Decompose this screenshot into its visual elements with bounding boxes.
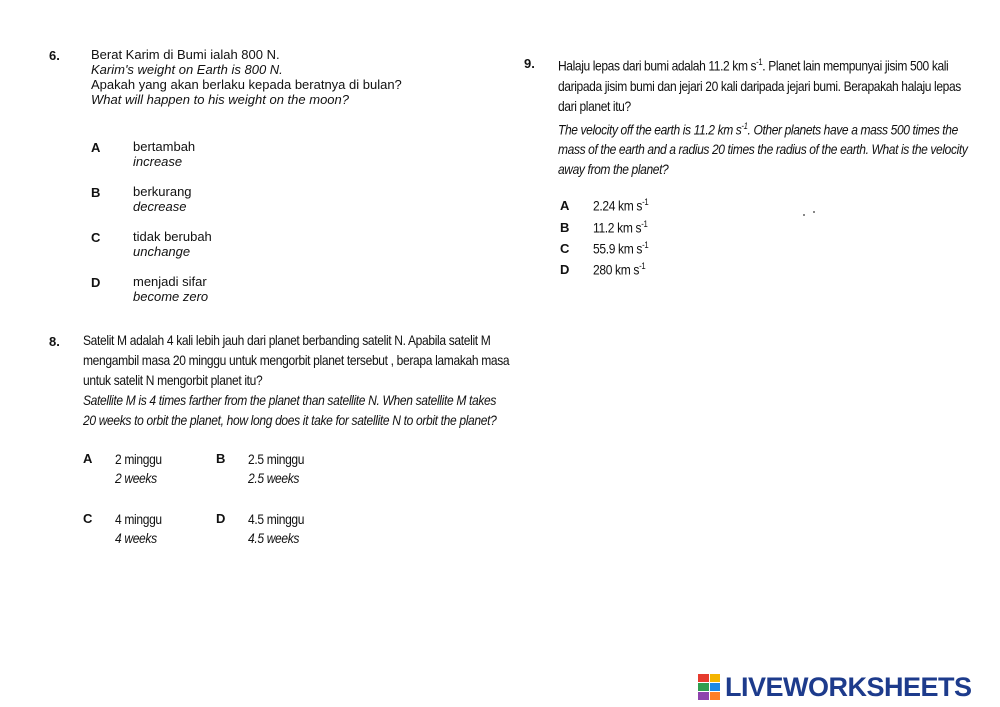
question-9-number: 9. bbox=[524, 56, 535, 71]
option-text-en: 2 weeks bbox=[115, 470, 157, 486]
option-text-ms: 2.5 minggu bbox=[248, 451, 305, 467]
option-unit-sup: -1 bbox=[639, 261, 646, 271]
logo-block bbox=[710, 692, 721, 700]
q9-line1-rest: . Planet lain mempunyai jisim 500 kali bbox=[762, 57, 949, 74]
option-text-en: 4 weeks bbox=[115, 530, 157, 546]
question-8-line-en: Satellite M is 4 times farther from the planet than satellite N. When satellite M takes bbox=[83, 392, 497, 408]
question-8-option-d-text[interactable] bbox=[248, 510, 313, 548]
option-text-en: increase bbox=[133, 154, 183, 169]
scan-speck bbox=[803, 214, 805, 216]
liveworksheets-logo-text: LIVEWORKSHEETS bbox=[725, 671, 972, 702]
logo-block bbox=[698, 692, 709, 700]
option-letter: C bbox=[83, 511, 93, 526]
option-unit-sup: -1 bbox=[641, 219, 648, 229]
question-9-line-ms bbox=[558, 52, 967, 76]
question-6-option-d[interactable] bbox=[91, 274, 100, 292]
question-8-line-ms: untuk satelit N mengorbit planet itu? bbox=[83, 372, 263, 388]
question-9-option-b-text[interactable] bbox=[593, 219, 647, 236]
option-text-en: unchange bbox=[133, 244, 191, 259]
option-letter: D bbox=[91, 275, 101, 290]
option-text-en: 4.5 weeks bbox=[248, 530, 300, 546]
logo-block bbox=[698, 674, 709, 682]
option-text-ms: berkurang bbox=[133, 184, 192, 199]
option-text-ms: 4.5 minggu bbox=[248, 511, 305, 527]
question-9-line-en bbox=[558, 116, 967, 140]
question-8-option-a-text[interactable] bbox=[115, 450, 169, 488]
logo-block bbox=[710, 674, 721, 682]
question-8-option-c-text[interactable] bbox=[115, 510, 169, 548]
question-6-option-c-text[interactable] bbox=[133, 229, 212, 259]
question-6-option-c[interactable] bbox=[91, 229, 100, 247]
question-9-stem bbox=[558, 52, 1000, 179]
option-text-en: 2.5 weeks bbox=[248, 470, 300, 486]
question-9-option-c[interactable] bbox=[560, 240, 569, 258]
option-letter: B bbox=[216, 451, 226, 466]
option-letter: B bbox=[560, 220, 570, 235]
option-value: 280 km s bbox=[593, 261, 640, 278]
option-value: 11.2 km s bbox=[593, 219, 642, 236]
question-8-number: 8. bbox=[49, 334, 60, 349]
question-6-line-en: Karim's weight on Earth is 800 N. bbox=[91, 62, 283, 77]
option-text-ms: menjadi sifar bbox=[133, 274, 207, 289]
option-text-en: decrease bbox=[133, 199, 187, 214]
option-text-ms: 2 minggu bbox=[115, 451, 162, 467]
question-8-line-ms: Satelit M adalah 4 kali lebih jauh dari planet berbanding satelit N. Apabila satelit M bbox=[83, 332, 491, 348]
question-9-line-en: mass of the earth and a radius 20 times the radius of the earth. What is the velocity bbox=[558, 141, 968, 158]
question-6-line-en: What will happen to his weight on the moon? bbox=[91, 92, 349, 107]
option-letter: C bbox=[91, 230, 101, 245]
question-6-stem bbox=[91, 47, 402, 107]
option-letter: C bbox=[560, 241, 570, 256]
question-6-line-ms: Berat Karim di Bumi ialah 800 N. bbox=[91, 47, 280, 62]
question-8-option-d[interactable] bbox=[216, 510, 225, 528]
option-letter: A bbox=[83, 451, 93, 466]
option-value: 2.24 km s bbox=[593, 197, 643, 214]
option-text-ms: tidak berubah bbox=[133, 229, 212, 244]
question-9-option-a[interactable] bbox=[560, 197, 569, 215]
question-8-option-b-text[interactable] bbox=[248, 450, 313, 488]
option-letter: D bbox=[560, 262, 570, 277]
liveworksheets-logo-icon bbox=[698, 674, 720, 700]
question-9-option-c-text[interactable] bbox=[593, 240, 648, 257]
question-8-line-en: 20 weeks to orbit the planet, how long does it take for satellite N to orbit the planet? bbox=[83, 412, 497, 428]
question-9-line-ms: daripada jisim bumi dan jejari 20 kali daripada jejari bumi. Berapakah halaju lepas bbox=[558, 77, 961, 94]
option-value: 55.9 km s bbox=[593, 240, 643, 257]
scan-speck bbox=[813, 211, 815, 213]
question-9-option-d[interactable] bbox=[560, 261, 569, 279]
q9-line4-sup: -1 bbox=[741, 120, 748, 131]
logo-block bbox=[710, 683, 721, 691]
liveworksheets-logo[interactable] bbox=[698, 670, 972, 704]
question-8-option-b[interactable] bbox=[216, 450, 225, 468]
question-9-option-d-text[interactable] bbox=[593, 261, 645, 278]
q9-line1-text: Halaju lepas dari bumi adalah 11.2 km s bbox=[558, 57, 757, 74]
question-9-option-a-text[interactable] bbox=[593, 197, 648, 214]
question-9-line-ms: dari planet itu? bbox=[558, 97, 631, 114]
option-text-ms: bertambah bbox=[133, 139, 196, 154]
question-6-option-a-text[interactable] bbox=[133, 139, 195, 169]
option-letter: D bbox=[216, 511, 226, 526]
question-8-option-c[interactable] bbox=[83, 510, 92, 528]
option-text-ms: 4 minggu bbox=[115, 511, 162, 527]
question-6-number: 6. bbox=[49, 48, 60, 63]
option-text-en: become zero bbox=[133, 289, 209, 304]
question-6-option-b-text[interactable] bbox=[133, 184, 192, 214]
question-6-line-ms: Apakah yang akan berlaku kepada beratnya di bulan? bbox=[91, 77, 402, 92]
logo-block bbox=[698, 683, 709, 691]
question-9-line-en: away from the planet? bbox=[558, 161, 669, 178]
option-letter: B bbox=[91, 185, 101, 200]
question-8-line-ms: mengambil masa 20 minggu untuk mengorbit planet tersebut , berapa lamakah masa bbox=[83, 352, 510, 368]
question-6-option-a[interactable] bbox=[91, 139, 100, 157]
option-letter: A bbox=[91, 140, 101, 155]
q9-line1-sup: -1 bbox=[756, 57, 763, 67]
question-8-stem bbox=[83, 330, 579, 430]
question-6-option-b[interactable] bbox=[91, 184, 100, 202]
question-9-option-b[interactable] bbox=[560, 219, 569, 237]
q9-line4-rest: . Other planets have a mass 500 times the bbox=[747, 121, 958, 138]
question-8-option-a[interactable] bbox=[83, 450, 92, 468]
question-6-option-d-text[interactable] bbox=[133, 274, 208, 304]
option-unit-sup: -1 bbox=[642, 197, 649, 207]
option-letter: A bbox=[560, 198, 570, 213]
option-unit-sup: -1 bbox=[642, 240, 649, 250]
q9-line4-text: The velocity off the earth is 11.2 km s bbox=[558, 121, 742, 138]
